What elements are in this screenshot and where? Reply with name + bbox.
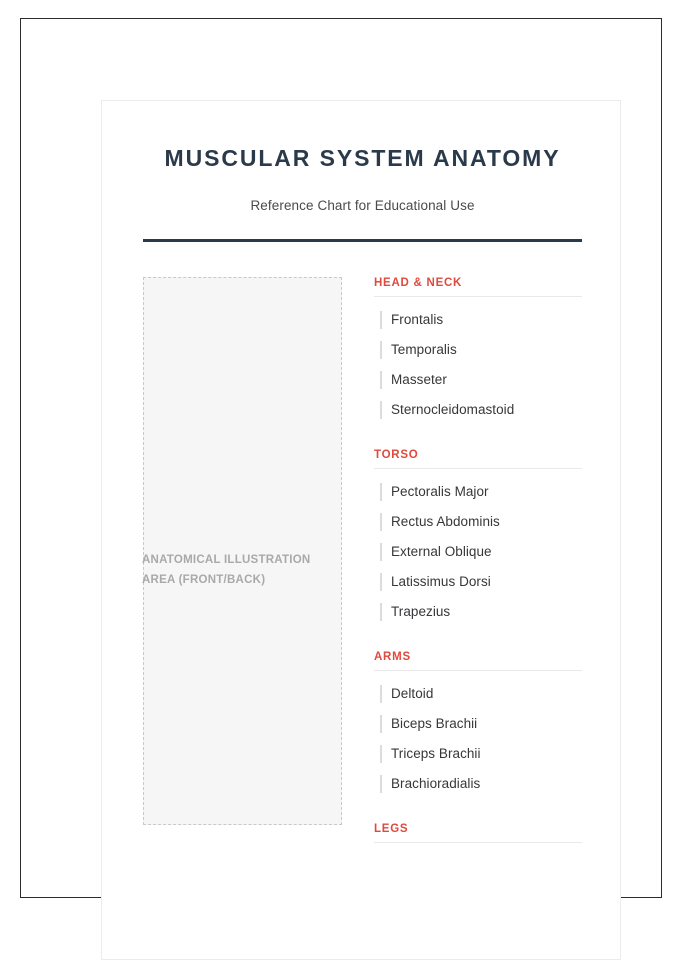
muscle-group-section xyxy=(374,449,582,627)
muscle-group-list xyxy=(374,277,582,851)
chart-body xyxy=(143,277,582,977)
list-item: Temporalis xyxy=(374,335,582,365)
muscle-group-heading: ARMS xyxy=(374,651,582,671)
anatomical-illustration-placeholder xyxy=(143,277,342,825)
group-spacer xyxy=(374,297,582,305)
list-item: Deltoid xyxy=(374,679,582,709)
reference-chart-card xyxy=(101,100,621,960)
list-item: Rectus Abdominis xyxy=(374,507,582,537)
list-item: Masseter xyxy=(374,365,582,395)
muscle-group-section xyxy=(374,823,582,851)
list-item: Sternocleidomastoid xyxy=(374,395,582,425)
list-item: Biceps Brachii xyxy=(374,709,582,739)
muscle-items xyxy=(374,679,582,799)
page-subtitle: Reference Chart for Educational Use xyxy=(250,198,475,214)
muscle-group-section xyxy=(374,277,582,425)
header-divider xyxy=(143,239,582,242)
list-item: Triceps Brachii xyxy=(374,739,582,769)
illustration-placeholder-label: ANATOMICAL ILLUSTRATION AREA (FRONT/BACK) xyxy=(142,554,311,586)
list-item: Pectoralis Major xyxy=(374,477,582,507)
list-item: Frontalis xyxy=(374,305,582,335)
document-header xyxy=(143,145,582,242)
page-title: MUSCULAR SYSTEM ANATOMY xyxy=(164,145,561,171)
muscle-items xyxy=(374,305,582,425)
page-outer-frame xyxy=(20,18,662,898)
muscle-items xyxy=(374,477,582,627)
list-item: Brachioradialis xyxy=(374,769,582,799)
list-item: Latissimus Dorsi xyxy=(374,567,582,597)
group-spacer xyxy=(374,671,582,679)
muscle-group-heading: TORSO xyxy=(374,449,582,469)
group-spacer xyxy=(374,469,582,477)
list-item: External Oblique xyxy=(374,537,582,567)
muscle-group-section xyxy=(374,651,582,799)
group-spacer xyxy=(374,843,582,851)
list-item: Trapezius xyxy=(374,597,582,627)
muscle-group-heading: HEAD & NECK xyxy=(374,277,582,297)
muscle-group-heading: LEGS xyxy=(374,823,582,843)
